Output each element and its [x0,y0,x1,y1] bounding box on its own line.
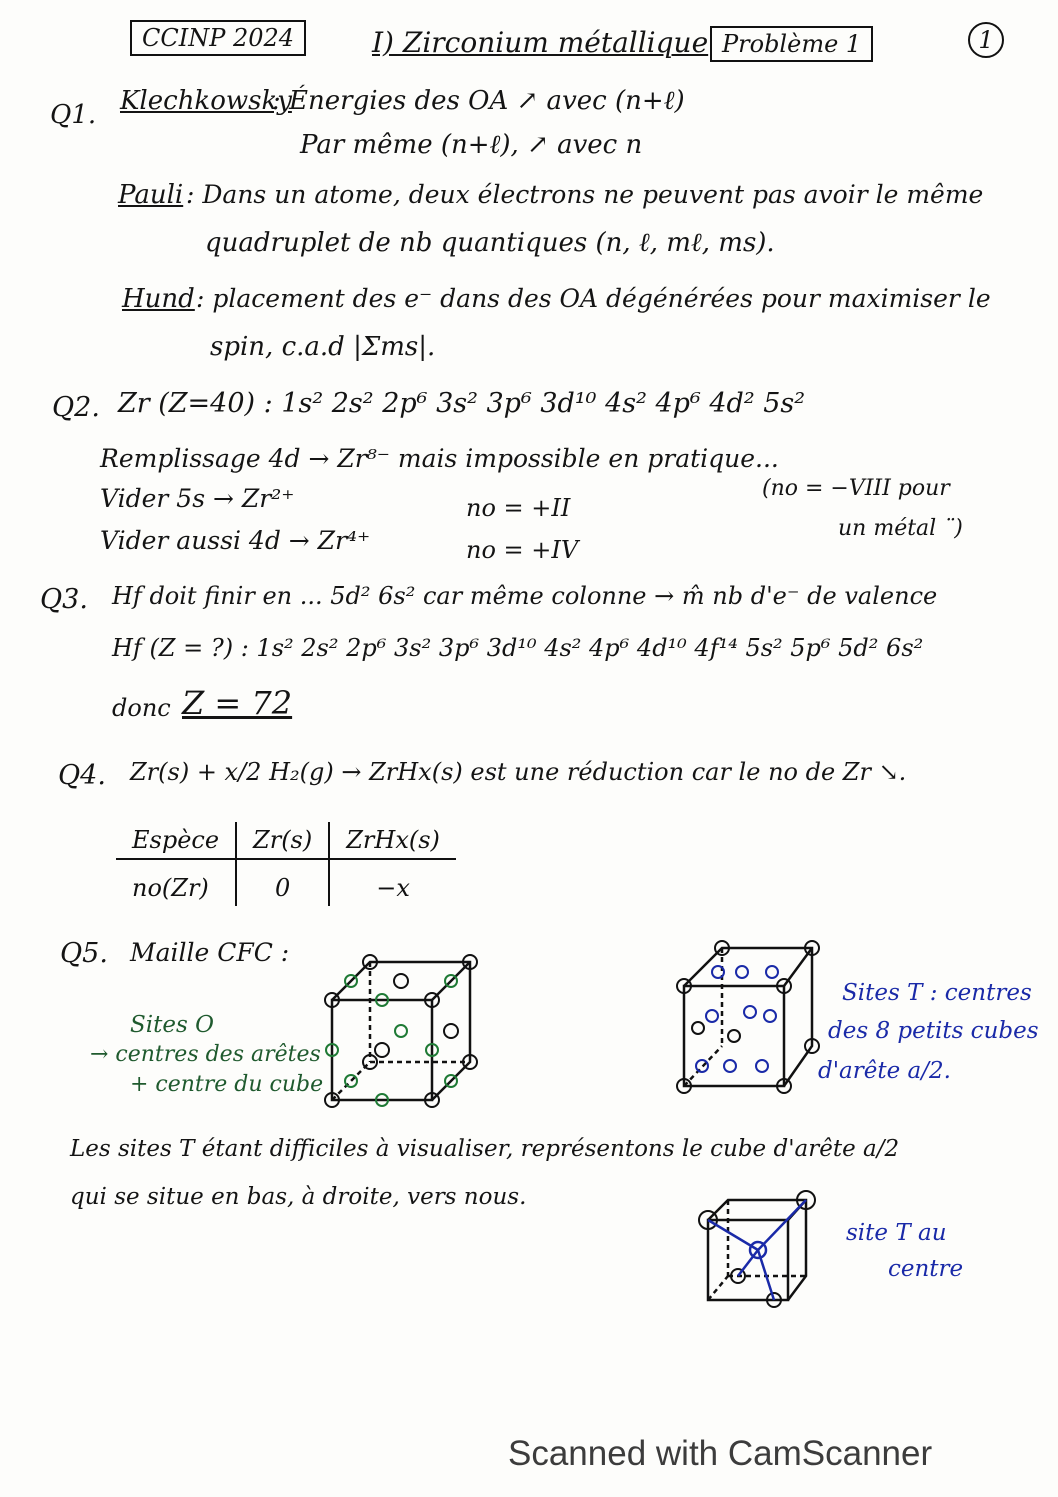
klechkowsky-line1: : Énergies des OA ↗ avec (n+ℓ) [272,86,685,116]
tetrahedral-sites-line1: Sites T : centres [842,980,1032,1006]
page-number: 1 [968,22,1004,58]
octahedral-sites-line2: → centres des arêtes [90,1042,321,1067]
problem-label: Problème 1 [710,26,873,62]
q2-label: Q2. [52,392,100,423]
q5-label: Q5. [60,938,108,969]
hund-line2: spin, c.a.d |Σms|. [210,332,436,362]
table-value-zr: 0 [236,859,329,906]
q3-label: Q3. [40,584,88,615]
no-plus-IV: no = +IV [466,536,579,564]
octahedral-sites-line1: Sites O [130,1012,214,1038]
klechkowsky-line2: Par même (n+ℓ), ↗ avec n [300,130,643,160]
hund-name: Hund [122,284,195,314]
q4-label: Q4. [58,760,106,791]
zr-config: Zr (Z=40) : 1s² 2s² 2p⁶ 3s² 3p⁶ 3d¹⁰ 4s² 4p⁶ 4d² 5s² [118,388,806,419]
hund-line1: : placement des e⁻ dans des OA dégénérées pour maximiser le [196,284,991,313]
metal-note-line2: un métal ¨) [838,516,963,541]
hf-config: Hf (Z = ?) : 1s² 2s² 2p⁶ 3s² 3p⁶ 3d¹⁰ 4s² 4p⁶ 4d¹⁰ 4f¹⁴ 5s² 5p⁶ 5d² 6s² [112,634,924,662]
q3-line1: Hf doit finir en ... 5d² 6s² car même colonne → m̂ nb d'e⁻ de valence [112,582,938,610]
small-cube-tetrahedral-diagram [690,1190,820,1310]
q5-text-line2: qui se situe en bas, à droite, vers nous. [70,1184,527,1210]
center-site-label-line2: centre [888,1256,964,1282]
q5-title: Maille CFC : [130,938,290,967]
table-row-label: no(Zr) [116,859,236,906]
center-site-label-line1: site T au [846,1220,947,1246]
table-value-zrhx: −x [376,874,410,902]
metal-note-line1: (no = −VIII pour [762,476,950,501]
table-header-zr: Zr(s) [236,822,329,859]
klechkowsky-name: Klechkowsky [120,86,292,116]
tetrahedral-sites-line3: d'arête a/2. [818,1058,951,1084]
pauli-line1: : Dans un atome, deux électrons ne peuvent pas avoir le même [186,180,984,209]
q2-empty-5s: Vider 5s → Zr²⁺ [100,484,295,513]
q2-fill-line: Remplissage 4d → Zr⁸⁻ mais impossible en pratique... [100,444,779,473]
part-title: I) Zirconium métallique [372,26,709,59]
table-header-species: Espèce [116,822,236,859]
exam-label: CCINP 2024 [130,20,306,56]
table-header-zrhx: ZrHx(s) [329,822,456,859]
pauli-line2: quadruplet de nb quantiques (n, ℓ, mℓ, ms). [205,228,775,258]
pauli-name: Pauli [118,180,184,210]
no-plus-II: no = +II [466,494,571,522]
q1-label: Q1. [50,100,97,130]
q5-text-line1: Les sites T étant difficiles à visualiser, représentons le cube d'arête a/2 [70,1136,900,1162]
octahedral-sites-line3: + centre du cube [130,1072,324,1097]
q3-result-prefix: donc [112,694,171,722]
q3-result: Z = 72 [182,684,293,722]
q4-equation: Zr(s) + x/2 H₂(g) → ZrHx(s) est une réduction car le no de Zr ↘. [130,758,907,786]
camscanner-watermark: Scanned with CamScanner [508,1434,933,1473]
no-table [116,822,456,906]
q2-empty-4d: Vider aussi 4d → Zr⁴⁺ [100,526,371,555]
cfc-octahedral-diagram [320,950,480,1110]
cfc-tetrahedral-diagram [672,936,822,1096]
tetrahedral-sites-line2: des 8 petits cubes [828,1018,1039,1044]
